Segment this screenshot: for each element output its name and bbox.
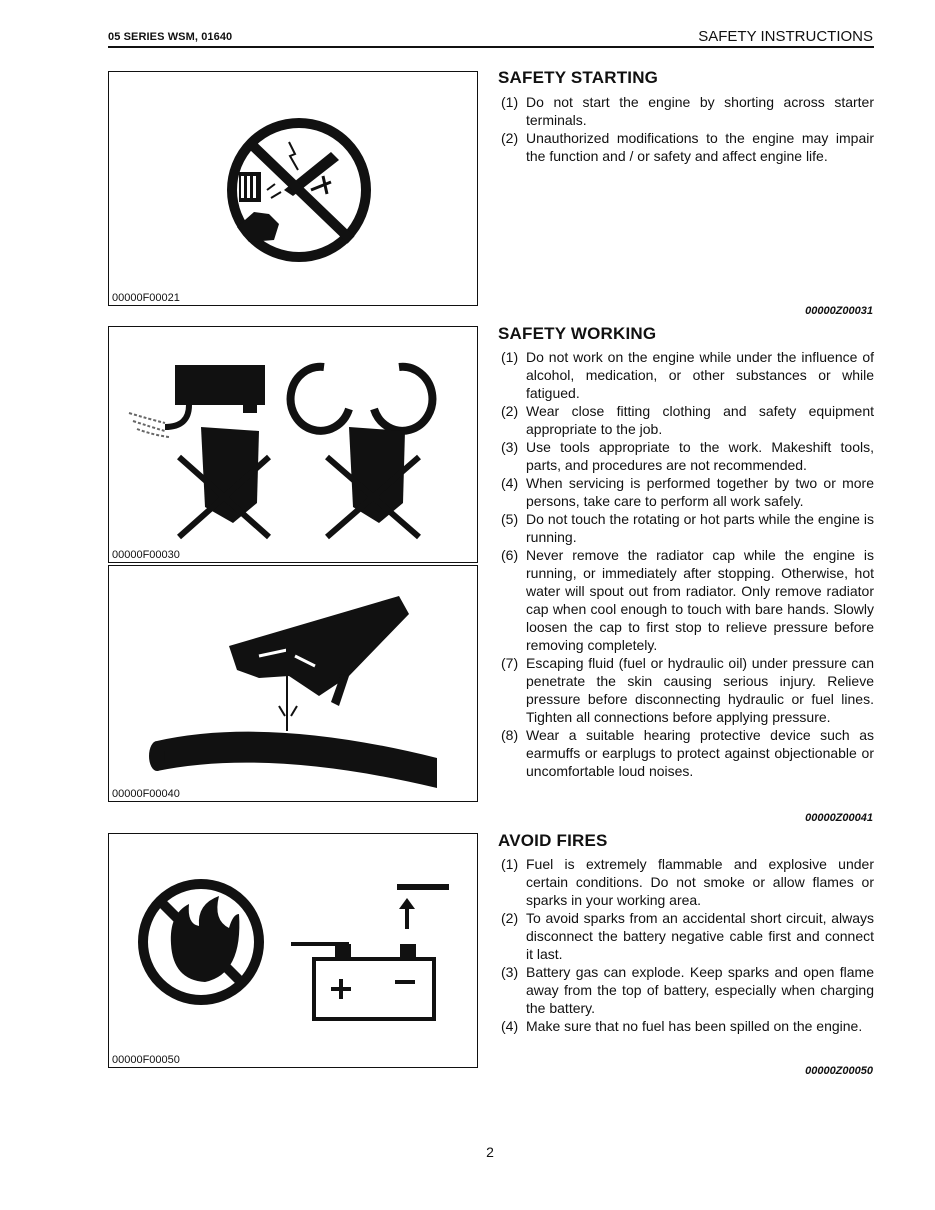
item-number: (2) — [501, 403, 519, 419]
item-text: Never remove the radiator cap while the engine is running, or immediately after stopping. Otherwise, hot water will spout out from radiator. Only remove radiator cap when cool enough to touch with bare hands. Slowly loosen the cap to first stop to relieve pressure before removing completely. — [526, 547, 874, 653]
avoid-fires-list — [498, 855, 874, 1035]
item-number: (1) — [501, 856, 519, 872]
list-item — [498, 348, 874, 402]
item-text: Wear a suitable hearing protective device such as earmuffs or earplugs to protect against objectionable or uncomfortable loud noises. — [526, 727, 874, 779]
item-number: (5) — [501, 511, 519, 527]
item-number: (7) — [501, 655, 519, 671]
chapter-title: SAFETY INSTRUCTIONS — [698, 28, 873, 45]
section-code: 00000Z00031 — [805, 305, 873, 317]
list-item — [498, 855, 874, 909]
list-item — [498, 474, 874, 510]
list-item — [498, 402, 874, 438]
item-text: Unauthorized modifications to the engine may impair the function and / or safety and affect engine life. — [526, 130, 874, 164]
figure-safety-starting — [108, 71, 478, 306]
item-number: (3) — [501, 964, 519, 980]
item-number: (2) — [501, 910, 519, 926]
item-text: Wear close fitting clothing and safety equipment appropriate to the job. — [526, 403, 874, 437]
item-number: (1) — [501, 94, 519, 110]
item-text: Do not work on the engine while under the influence of alcohol, medication, or other substances or while fatigued. — [526, 349, 874, 401]
figure-code: 00000F00040 — [112, 788, 180, 800]
list-item — [498, 963, 874, 1017]
item-number: (3) — [501, 439, 519, 455]
section-code: 00000Z00050 — [805, 1065, 873, 1077]
item-text: Use tools appropriate to the work. Makeshift tools, parts, and procedures are not recommended. — [526, 439, 874, 473]
section-title-safety-working: SAFETY WORKING — [498, 324, 657, 343]
item-text: Make sure that no fuel has been spilled on the engine. — [526, 1018, 863, 1034]
safety-starting-list — [498, 93, 874, 165]
item-text: Fuel is extremely flammable and explosive under certain conditions. Do not smoke or allow flames or sparks in your working area. — [526, 856, 874, 908]
safety-working-list — [498, 348, 874, 780]
high-pressure-fluid-penetration-icon — [109, 566, 477, 801]
list-item — [498, 438, 874, 474]
item-number: (8) — [501, 727, 519, 743]
list-item — [498, 909, 874, 963]
no-short-circuit-icon — [109, 72, 477, 305]
figure-code: 00000F00030 — [112, 549, 180, 561]
list-item — [498, 1017, 874, 1035]
header-rule — [108, 46, 874, 48]
no-fire-battery-icon — [109, 834, 477, 1067]
list-item — [498, 726, 874, 780]
item-text: Do not touch the rotating or hot parts while the engine is running. — [526, 511, 874, 545]
section-title-avoid-fires: AVOID FIRES — [498, 831, 608, 850]
item-number: (6) — [501, 547, 519, 563]
figure-code: 00000F00021 — [112, 292, 180, 304]
section-code: 00000Z00041 — [805, 812, 873, 824]
item-number: (4) — [501, 1018, 519, 1034]
item-number: (4) — [501, 475, 519, 491]
page-number: 2 — [486, 1144, 494, 1160]
list-item — [498, 510, 874, 546]
list-item — [498, 93, 874, 129]
item-text: Do not start the engine by shorting across starter terminals. — [526, 94, 874, 128]
item-text: Escaping fluid (fuel or hydraulic oil) under pressure can penetrate the skin causing serious injury. Relieve pressure before disconnecting hydraulic or fuel lines. Tighten all connections before applying pressure. — [526, 655, 874, 725]
section-title-safety-starting: SAFETY STARTING — [498, 68, 659, 87]
figure-rotating-parts — [108, 326, 478, 563]
figure-fluid-penetration — [108, 565, 478, 802]
item-number: (1) — [501, 349, 519, 365]
manual-id: 05 SERIES WSM, 01640 — [108, 31, 233, 43]
item-text: To avoid sparks from an accidental short circuit, always disconnect the battery negative cable first and connect it last. — [526, 910, 874, 962]
figure-code: 00000F00050 — [112, 1054, 180, 1066]
item-number: (2) — [501, 130, 519, 146]
figure-avoid-fires — [108, 833, 478, 1068]
no-hands-near-rotating-parts-icon — [109, 327, 477, 562]
item-text: When servicing is performed together by two or more persons, take care to perform all work safely. — [526, 475, 874, 509]
list-item — [498, 129, 874, 165]
list-item — [498, 546, 874, 654]
item-text: Battery gas can explode. Keep sparks and open flame away from the top of battery, especially when charging the battery. — [526, 964, 874, 1016]
list-item — [498, 654, 874, 726]
